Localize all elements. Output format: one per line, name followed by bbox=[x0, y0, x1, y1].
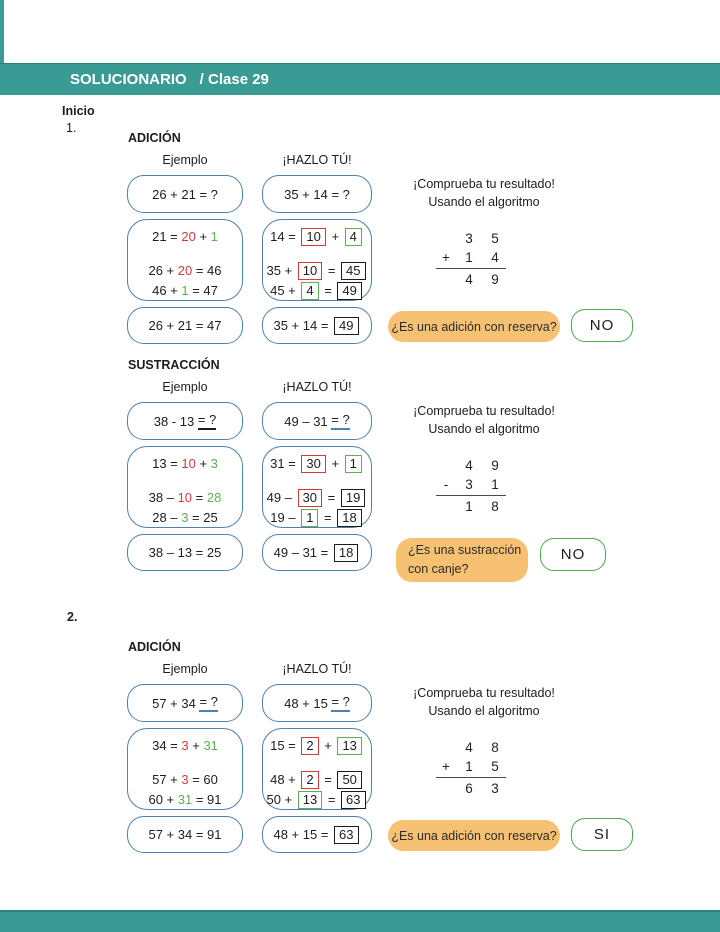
check-note-line2: Usando el algoritmo bbox=[428, 422, 540, 436]
work-box-tryit bbox=[262, 219, 372, 301]
math-segment: 57 + bbox=[152, 772, 182, 787]
math-segment: = bbox=[320, 772, 336, 787]
math-segment: 48 + bbox=[270, 772, 300, 787]
check-note-line1: ¡Comprueba tu resultado! bbox=[413, 177, 555, 191]
operator-sign: - bbox=[443, 477, 449, 492]
check-note-line2: Usando el algoritmo bbox=[428, 195, 540, 209]
math-segment-ub: = ? bbox=[331, 412, 349, 430]
algorithm-digit: 4 bbox=[491, 250, 499, 265]
algorithm-digit: 9 bbox=[491, 458, 499, 473]
section-number-1: 1. bbox=[66, 121, 77, 135]
math-segment: 60 + bbox=[148, 792, 178, 807]
algorithm-row-top bbox=[436, 738, 508, 757]
algorithm-digit: 1 bbox=[465, 499, 473, 514]
math-segment-red: 10 bbox=[181, 456, 196, 471]
algorithm-row-mid bbox=[436, 248, 508, 267]
math-segment-boxg: 1 bbox=[345, 455, 362, 473]
math-segment-red: 20 bbox=[177, 263, 193, 278]
math-segment: 49 – bbox=[266, 490, 296, 505]
math-segment-boxk: 63 bbox=[341, 791, 365, 809]
math-segment: 21 = bbox=[152, 229, 182, 244]
algorithm-digit: 1 bbox=[465, 250, 473, 265]
algorithm-digit: 1 bbox=[465, 759, 473, 774]
start-box-tryit bbox=[262, 684, 372, 722]
result-box-example bbox=[127, 534, 243, 571]
math-segment: = bbox=[320, 283, 336, 298]
left-accent-strip bbox=[0, 0, 4, 63]
result-box-tryit bbox=[262, 534, 372, 571]
column-algorithm bbox=[436, 738, 508, 798]
answer-text: SI bbox=[593, 826, 611, 843]
math-line bbox=[152, 770, 218, 790]
math-segment: = bbox=[324, 490, 339, 505]
math-segment-boxg: 13 bbox=[337, 737, 361, 755]
math-segment-boxk: 49 bbox=[337, 282, 361, 300]
math-segment-boxr: 10 bbox=[301, 228, 325, 246]
math-segment-green: 28 bbox=[206, 490, 222, 505]
math-segment: 45 + bbox=[270, 283, 300, 298]
math-segment: = bbox=[192, 490, 207, 505]
math-line bbox=[270, 770, 364, 790]
math-segment-boxr: 2 bbox=[301, 737, 318, 755]
operator-sign: + bbox=[442, 250, 450, 265]
math-segment-boxk: 63 bbox=[334, 826, 358, 844]
math-line bbox=[266, 790, 367, 810]
algorithm-digit: 8 bbox=[491, 499, 499, 514]
math-segment: = 91 bbox=[192, 792, 222, 807]
answer-box bbox=[540, 538, 606, 571]
header-bar bbox=[0, 63, 720, 95]
math-segment: + bbox=[188, 738, 204, 753]
check-note bbox=[398, 402, 570, 438]
math-segment: 26 + 21 = ? bbox=[152, 186, 218, 202]
math-segment-green: 1 bbox=[210, 229, 218, 244]
math-segment: 48 + 15 bbox=[284, 695, 332, 711]
start-box-example bbox=[127, 684, 243, 722]
math-segment: = bbox=[324, 792, 340, 807]
math-segment-boxr: 30 bbox=[298, 489, 322, 507]
block-title: ADICIÓN bbox=[128, 131, 181, 145]
math-segment: = 46 bbox=[192, 263, 222, 278]
math-segment: 15 = bbox=[270, 738, 300, 753]
operator-sign: + bbox=[442, 759, 450, 774]
algorithm-digit: 4 bbox=[465, 740, 473, 755]
answer-box bbox=[571, 818, 633, 851]
check-note-line1: ¡Comprueba tu resultado! bbox=[413, 686, 555, 700]
work-box-example bbox=[127, 446, 243, 528]
block-title: ADICIÓN bbox=[128, 640, 181, 654]
column-label-example: Ejemplo bbox=[162, 153, 208, 167]
math-segment: + bbox=[195, 456, 211, 471]
result-box-example bbox=[127, 307, 243, 344]
math-segment: 26 + 21 = 47 bbox=[148, 318, 222, 333]
algorithm-rule-line bbox=[436, 777, 506, 778]
question-text-line2: con canje? bbox=[408, 562, 469, 576]
section-number-2: 2. bbox=[67, 610, 78, 624]
column-label-tryit: ¡HAZLO TÚ! bbox=[282, 380, 352, 394]
algorithm-row-top bbox=[436, 456, 508, 475]
math-line bbox=[270, 508, 363, 528]
math-segment-boxk: 49 bbox=[334, 317, 358, 335]
math-segment: 49 – 31 bbox=[284, 413, 332, 429]
math-segment-green: 31 bbox=[203, 738, 218, 753]
math-segment: 19 – bbox=[270, 510, 300, 525]
work-box-example bbox=[127, 219, 243, 301]
math-segment: = 25 bbox=[188, 510, 218, 525]
math-segment: 35 + 14 = bbox=[273, 318, 333, 333]
answer-box bbox=[571, 309, 633, 342]
work-box-tryit bbox=[262, 728, 372, 810]
math-line bbox=[152, 736, 218, 756]
column-algorithm bbox=[436, 229, 508, 289]
question-pill bbox=[388, 820, 560, 851]
algorithm-digit: 5 bbox=[491, 231, 499, 246]
math-segment: 38 – 13 = 25 bbox=[148, 545, 222, 560]
start-box-example bbox=[127, 175, 243, 213]
math-segment-uk: = ? bbox=[198, 412, 216, 430]
math-line bbox=[152, 227, 218, 247]
footer-bar bbox=[0, 910, 720, 932]
column-label-tryit: ¡HAZLO TÚ! bbox=[282, 662, 352, 676]
column-label-tryit: ¡HAZLO TÚ! bbox=[282, 153, 352, 167]
page-subtitle: / Clase 29 bbox=[199, 71, 269, 88]
algorithm-rule-line bbox=[436, 495, 506, 496]
start-box-example bbox=[127, 402, 243, 440]
math-segment: 57 + 34 bbox=[152, 695, 200, 711]
math-segment-green: 31 bbox=[177, 792, 193, 807]
math-line bbox=[270, 454, 364, 474]
block-title: SUSTRACCIÓN bbox=[128, 358, 220, 372]
algorithm-digit: 4 bbox=[465, 272, 473, 287]
column-algorithm bbox=[436, 456, 508, 516]
algorithm-digit: 3 bbox=[491, 781, 499, 796]
math-segment: = 47 bbox=[188, 283, 218, 298]
question-pill bbox=[388, 311, 560, 342]
algorithm-digit: 6 bbox=[465, 781, 473, 796]
math-segment: 46 + bbox=[152, 283, 182, 298]
result-box-tryit bbox=[262, 307, 372, 344]
math-line bbox=[270, 281, 364, 301]
math-segment-green: 3 bbox=[210, 456, 218, 471]
math-segment-boxk: 19 bbox=[341, 489, 365, 507]
math-segment-boxg: 1 bbox=[301, 509, 318, 527]
math-segment: 38 - 13 bbox=[153, 413, 198, 429]
math-segment: 35 + bbox=[266, 263, 296, 278]
algorithm-digit: 9 bbox=[491, 272, 499, 287]
math-segment-boxk: 18 bbox=[337, 509, 361, 527]
math-segment-boxk: 50 bbox=[337, 771, 361, 789]
math-segment-ub: = ? bbox=[199, 694, 217, 712]
check-note bbox=[398, 175, 570, 211]
answer-text: NO bbox=[560, 546, 586, 563]
math-segment-green: 3 bbox=[181, 510, 189, 525]
question-pill bbox=[396, 538, 528, 582]
math-segment: 50 + bbox=[266, 792, 296, 807]
math-segment-ub: = ? bbox=[331, 694, 349, 712]
math-segment-red: 3 bbox=[181, 738, 189, 753]
math-segment: 14 = bbox=[270, 229, 300, 244]
math-segment: + bbox=[195, 229, 211, 244]
math-segment: 48 + 15 = bbox=[273, 827, 333, 842]
math-segment-boxr: 10 bbox=[298, 262, 322, 280]
math-segment: + bbox=[320, 738, 336, 753]
column-label-example: Ejemplo bbox=[162, 380, 208, 394]
math-segment: 31 = bbox=[270, 456, 300, 471]
math-segment: 49 – 31 = bbox=[273, 545, 332, 560]
math-segment: = bbox=[320, 510, 336, 525]
math-segment: = 60 bbox=[188, 772, 218, 787]
algorithm-row-result bbox=[436, 779, 508, 798]
math-segment: 13 = bbox=[152, 456, 182, 471]
math-segment-boxk: 18 bbox=[334, 544, 358, 562]
math-segment-red: 3 bbox=[181, 772, 189, 787]
page-title: SOLUCIONARIO bbox=[70, 71, 187, 88]
math-line bbox=[266, 261, 367, 281]
start-box-tryit bbox=[262, 402, 372, 440]
inicio-label: Inicio bbox=[62, 104, 95, 118]
math-line bbox=[152, 508, 217, 528]
work-box-tryit bbox=[262, 446, 372, 528]
algorithm-digit: 8 bbox=[491, 740, 499, 755]
math-segment: 57 + 34 = 91 bbox=[148, 827, 222, 842]
math-segment: + bbox=[327, 456, 343, 471]
math-segment: 26 + bbox=[148, 263, 178, 278]
math-line bbox=[270, 736, 364, 756]
question-text: ¿Es una adición con reserva? bbox=[391, 828, 557, 843]
work-box-example bbox=[127, 728, 243, 810]
algorithm-digit: 5 bbox=[491, 759, 499, 774]
math-segment: 28 – bbox=[152, 510, 182, 525]
check-note-line1: ¡Comprueba tu resultado! bbox=[413, 404, 555, 418]
question-text: ¿Es una adición con reserva? bbox=[391, 319, 557, 334]
math-segment-boxk: 45 bbox=[341, 262, 365, 280]
math-segment-boxg: 4 bbox=[345, 228, 362, 246]
math-line bbox=[267, 488, 368, 508]
algorithm-digit: 3 bbox=[465, 477, 473, 492]
question-text-line1: ¿Es una sustracción bbox=[408, 543, 522, 557]
math-line bbox=[148, 790, 221, 810]
math-segment: 34 = bbox=[152, 738, 182, 753]
math-segment: 38 – bbox=[148, 490, 178, 505]
math-line bbox=[148, 261, 221, 281]
result-box-example bbox=[127, 816, 243, 853]
algorithm-rule-line bbox=[436, 268, 506, 269]
algorithm-row-result bbox=[436, 497, 508, 516]
math-line bbox=[149, 488, 222, 508]
algorithm-digit: 1 bbox=[491, 477, 499, 492]
result-box-tryit bbox=[262, 816, 372, 853]
algorithm-digit: 4 bbox=[465, 458, 473, 473]
math-segment-red: 20 bbox=[181, 229, 196, 244]
algorithm-row-mid bbox=[436, 757, 508, 776]
math-segment-green: 1 bbox=[181, 283, 189, 298]
math-line bbox=[152, 281, 218, 301]
check-note bbox=[398, 684, 570, 720]
math-segment-boxr: 30 bbox=[301, 455, 325, 473]
algorithm-row-result bbox=[436, 270, 508, 289]
algorithm-row-top bbox=[436, 229, 508, 248]
math-line bbox=[270, 227, 364, 247]
algorithm-row-mid bbox=[436, 475, 508, 494]
answer-text: NO bbox=[589, 317, 615, 334]
math-segment: = bbox=[324, 263, 340, 278]
math-segment-boxg: 13 bbox=[298, 791, 322, 809]
column-label-example: Ejemplo bbox=[162, 662, 208, 676]
math-segment: 35 + 14 = ? bbox=[284, 186, 350, 202]
algorithm-digit: 3 bbox=[465, 231, 473, 246]
math-segment-boxr: 2 bbox=[301, 771, 318, 789]
math-line bbox=[152, 454, 218, 474]
start-box-tryit bbox=[262, 175, 372, 213]
math-segment-boxg: 4 bbox=[301, 282, 318, 300]
math-segment: + bbox=[327, 229, 343, 244]
math-segment-red: 10 bbox=[177, 490, 193, 505]
check-note-line2: Usando el algoritmo bbox=[428, 704, 540, 718]
